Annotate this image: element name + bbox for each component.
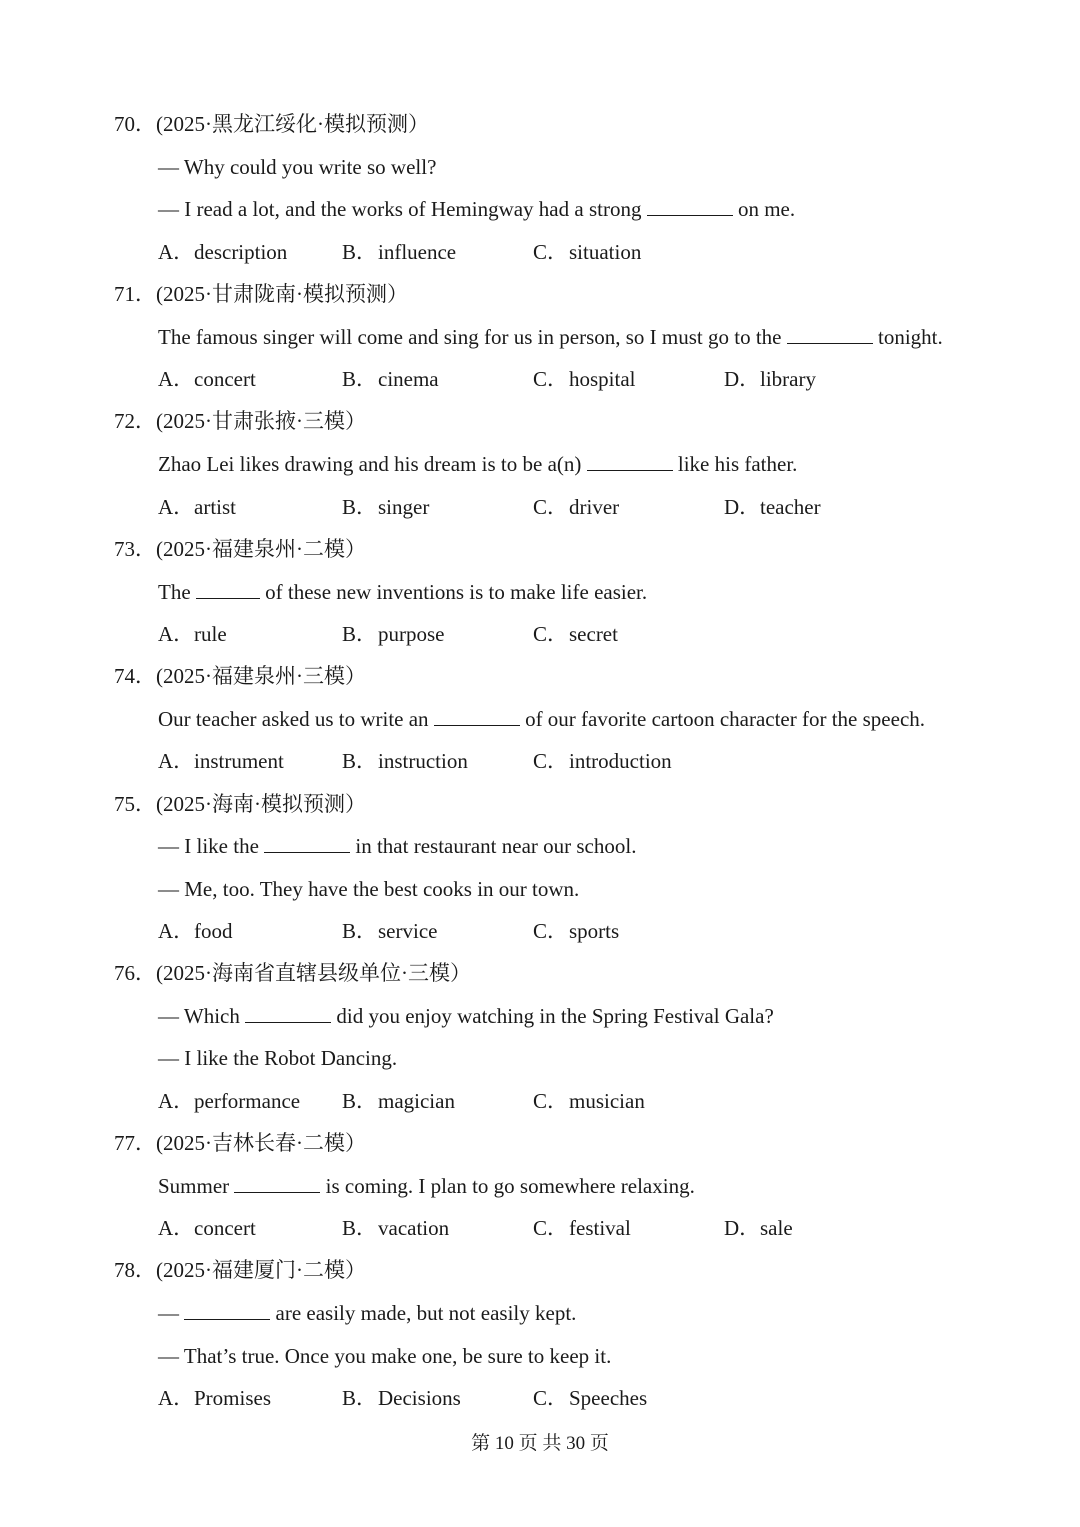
option-text: library xyxy=(760,367,816,391)
question-76-header: 76．(2025·海南省直辖县级单位·三模） xyxy=(114,961,471,985)
option-d[interactable] xyxy=(724,366,816,392)
question-71-header: 71．(2025·甘肃陇南·模拟预测） xyxy=(114,282,408,306)
option-letter: A． xyxy=(158,1089,195,1113)
option-letter: D． xyxy=(724,1216,761,1240)
option-a[interactable] xyxy=(158,918,233,944)
stem-text: of our favorite cartoon character for the speech. xyxy=(519,707,926,731)
question-76-line-1 xyxy=(158,1003,774,1029)
option-letter: B． xyxy=(342,919,378,943)
option-letter: A． xyxy=(158,240,195,264)
option-letter: B． xyxy=(342,240,378,264)
answer-blank xyxy=(264,834,350,853)
option-text: instruction xyxy=(378,749,468,773)
option-letter: B． xyxy=(342,367,378,391)
option-text: concert xyxy=(194,1216,256,1240)
option-text: description xyxy=(194,240,288,264)
option-letter: C． xyxy=(533,495,569,519)
option-c[interactable] xyxy=(533,494,619,520)
option-b[interactable] xyxy=(342,1215,449,1241)
answer-blank xyxy=(587,452,673,471)
option-text: influence xyxy=(378,240,457,264)
option-letter: B． xyxy=(342,749,378,773)
question-74-line-1 xyxy=(158,706,925,732)
option-letter: C． xyxy=(533,1089,569,1113)
option-text: Promises xyxy=(194,1386,272,1410)
question-77-line-1 xyxy=(158,1173,695,1199)
option-c[interactable] xyxy=(533,366,636,392)
option-b[interactable] xyxy=(342,1385,461,1411)
stem-text: did you enjoy watching in the Spring Festival Gala? xyxy=(331,1004,774,1028)
question-70-header: 70．(2025·黑龙江绥化·模拟预测） xyxy=(114,112,429,136)
option-a[interactable] xyxy=(158,1088,300,1114)
option-text: Speeches xyxy=(569,1386,648,1410)
option-letter: C． xyxy=(533,240,569,264)
option-letter: A． xyxy=(158,1216,195,1240)
option-a[interactable] xyxy=(158,494,236,520)
stem-text: in that restaurant near our school. xyxy=(350,834,637,858)
question-72-line-1 xyxy=(158,451,797,477)
question-71-line-1 xyxy=(158,324,943,350)
option-b[interactable] xyxy=(342,918,437,944)
option-letter: C． xyxy=(533,749,569,773)
stem-text: on me. xyxy=(732,197,796,221)
question-76-line-2: — I like the Robot Dancing. xyxy=(158,1046,398,1070)
option-letter: C． xyxy=(533,622,569,646)
option-text: sports xyxy=(569,919,620,943)
question-72-header: 72．(2025·甘肃张掖·三模） xyxy=(114,409,366,433)
option-a[interactable] xyxy=(158,239,287,265)
option-c[interactable] xyxy=(533,621,618,647)
answer-blank xyxy=(434,707,520,726)
question-78-header: 78．(2025·福建厦门·二模） xyxy=(114,1258,366,1282)
question-73-header: 73．(2025·福建泉州·二模） xyxy=(114,537,366,561)
option-a[interactable] xyxy=(158,748,284,774)
option-text: situation xyxy=(569,240,642,264)
option-letter: B． xyxy=(342,1386,378,1410)
option-d[interactable] xyxy=(724,494,821,520)
option-letter: D． xyxy=(724,495,761,519)
option-letter: B． xyxy=(342,1089,378,1113)
stem-text: The famous singer will come and sing for us in person, so I must go to the xyxy=(158,325,787,349)
option-letter: B． xyxy=(342,622,378,646)
option-b[interactable] xyxy=(342,239,456,265)
stem-text: tonight. xyxy=(872,325,943,349)
stem-text: The xyxy=(158,580,196,604)
option-text: secret xyxy=(569,622,618,646)
answer-blank xyxy=(196,580,260,599)
option-text: singer xyxy=(378,495,430,519)
option-text: introduction xyxy=(569,749,672,773)
option-text: sale xyxy=(760,1216,793,1240)
option-c[interactable] xyxy=(533,918,619,944)
option-text: purpose xyxy=(378,622,445,646)
option-letter: B． xyxy=(342,1216,378,1240)
stem-text: like his father. xyxy=(672,452,798,476)
question-78-line-1 xyxy=(158,1300,576,1326)
stem-text: of these new inventions is to make life easier. xyxy=(259,580,648,604)
stem-text: — Which xyxy=(158,1004,246,1028)
option-text: festival xyxy=(569,1216,631,1240)
question-75-line-1 xyxy=(158,833,636,859)
option-letter: C． xyxy=(533,367,569,391)
answer-blank xyxy=(184,1301,270,1320)
option-letter: A． xyxy=(158,749,195,773)
option-b[interactable] xyxy=(342,494,429,520)
option-text: vacation xyxy=(378,1216,450,1240)
option-letter: B． xyxy=(342,495,378,519)
option-a[interactable] xyxy=(158,621,227,647)
option-text: Decisions xyxy=(378,1386,461,1410)
stem-text: Zhao Lei likes drawing and his dream is to be a(n) xyxy=(158,452,587,476)
answer-blank xyxy=(787,325,873,344)
question-75-header: 75．(2025·海南·模拟预测） xyxy=(114,792,366,816)
answer-blank xyxy=(647,197,733,216)
option-c[interactable] xyxy=(533,239,641,265)
question-73-line-1 xyxy=(158,579,647,605)
option-c[interactable] xyxy=(533,1215,631,1241)
option-b[interactable] xyxy=(342,366,439,392)
answer-blank xyxy=(234,1174,320,1193)
option-c[interactable] xyxy=(533,1385,647,1411)
option-letter: C． xyxy=(533,919,569,943)
option-b[interactable] xyxy=(342,1088,455,1114)
stem-text: — I like the xyxy=(158,834,265,858)
option-d[interactable] xyxy=(724,1215,793,1241)
option-text: rule xyxy=(194,622,227,646)
option-b[interactable] xyxy=(342,748,468,774)
option-letter: A． xyxy=(158,367,195,391)
option-letter: A． xyxy=(158,495,195,519)
option-c[interactable] xyxy=(533,1088,645,1114)
stem-text: Summer xyxy=(158,1174,235,1198)
question-70-line-1: — Why could you write so well? xyxy=(158,155,437,179)
option-a[interactable] xyxy=(158,1385,271,1411)
question-74-header: 74．(2025·福建泉州·三模） xyxy=(114,664,366,688)
option-letter: D． xyxy=(724,367,761,391)
stem-text: — xyxy=(158,1301,185,1325)
question-78-line-2: — That’s true. Once you make one, be sure to keep it. xyxy=(158,1344,612,1368)
option-letter: A． xyxy=(158,1386,195,1410)
option-text: performance xyxy=(194,1089,301,1113)
option-text: hospital xyxy=(569,367,636,391)
option-text: food xyxy=(194,919,233,943)
option-letter: A． xyxy=(158,919,195,943)
option-text: driver xyxy=(569,495,620,519)
option-letter: C． xyxy=(533,1386,569,1410)
option-text: service xyxy=(378,919,438,943)
option-a[interactable] xyxy=(158,366,256,392)
option-text: instrument xyxy=(194,749,284,773)
option-text: concert xyxy=(194,367,256,391)
option-letter: A． xyxy=(158,622,195,646)
stem-text: is coming. I plan to go somewhere relaxing. xyxy=(320,1174,695,1198)
option-text: artist xyxy=(194,495,236,519)
page-number-footer: 第 10 页 共 30 页 xyxy=(471,1433,609,1454)
option-letter: C． xyxy=(533,1216,569,1240)
stem-text: — I read a lot, and the works of Hemingway had a strong xyxy=(158,197,647,221)
question-77-header: 77．(2025·吉林长春·二模） xyxy=(114,1131,366,1155)
answer-blank xyxy=(245,1004,331,1023)
option-a[interactable] xyxy=(158,1215,256,1241)
question-75-line-2: — Me, too. They have the best cooks in our town. xyxy=(158,877,580,901)
option-text: musician xyxy=(569,1089,645,1113)
stem-text: are easily made, but not easily kept. xyxy=(270,1301,577,1325)
stem-text: Our teacher asked us to write an xyxy=(158,707,434,731)
option-text: teacher xyxy=(760,495,821,519)
question-70-line-2 xyxy=(158,196,795,222)
option-b[interactable] xyxy=(342,621,445,647)
option-text: magician xyxy=(378,1089,455,1113)
option-text: cinema xyxy=(378,367,439,391)
option-c[interactable] xyxy=(533,748,672,774)
